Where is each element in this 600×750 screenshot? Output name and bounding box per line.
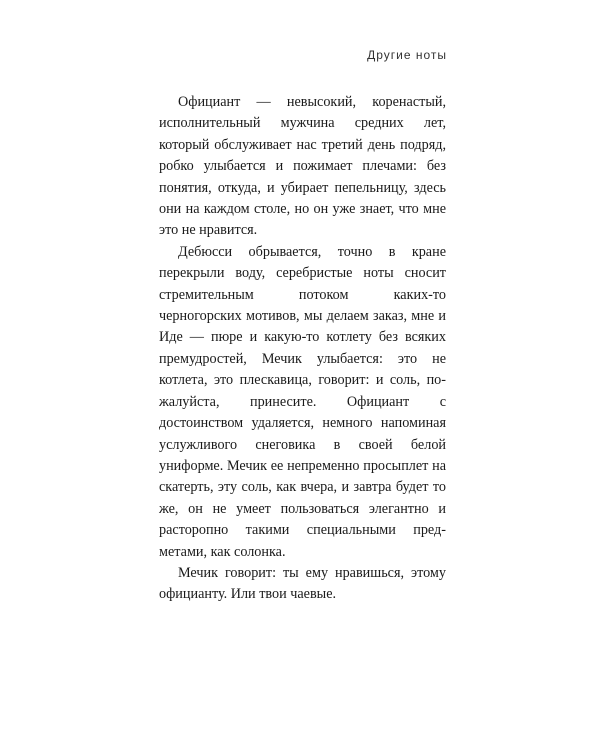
- body-text: [159, 92, 446, 606]
- paragraph-1: Официант — невысокий, коренастый, исполнительный мужчина средних лет, который обслуживает нас третий день подряд, робко улыбается и пожимает плечами: без понятия, откуда, и убирает пепельницу, здесь они на каждом столе, но он уже знает, что мне это не нравится.: [159, 94, 446, 239]
- running-head-title: Другие ноты: [367, 48, 447, 62]
- paragraph-3: Мечик говорит: ты ему нравишься, этому официанту. Или твои чаевые.: [159, 564, 446, 603]
- paragraph-2: Дебюсси обрывается, точно в кране перекрыли воду, серебристые ноты сносит стремительным потоком каких-то черногорских мотивов, мы делаем заказ, мне и Иде — пюре и какую-то котлету без всяких премудростей, Мечик улыбается: это не котлета, это плескавица, говорит: и соль, пожалуйста, принесите. Официант с достоинством удаляется, немного напоминая услужливого снеговика в своей белой униформе. Мечик ее непременно просыплет на скатерть, эту соль, как вчера, и завтра будет то же, он не умеет пользоваться элегантно и расторопно такими специальными предметами, как солонка.: [159, 243, 446, 560]
